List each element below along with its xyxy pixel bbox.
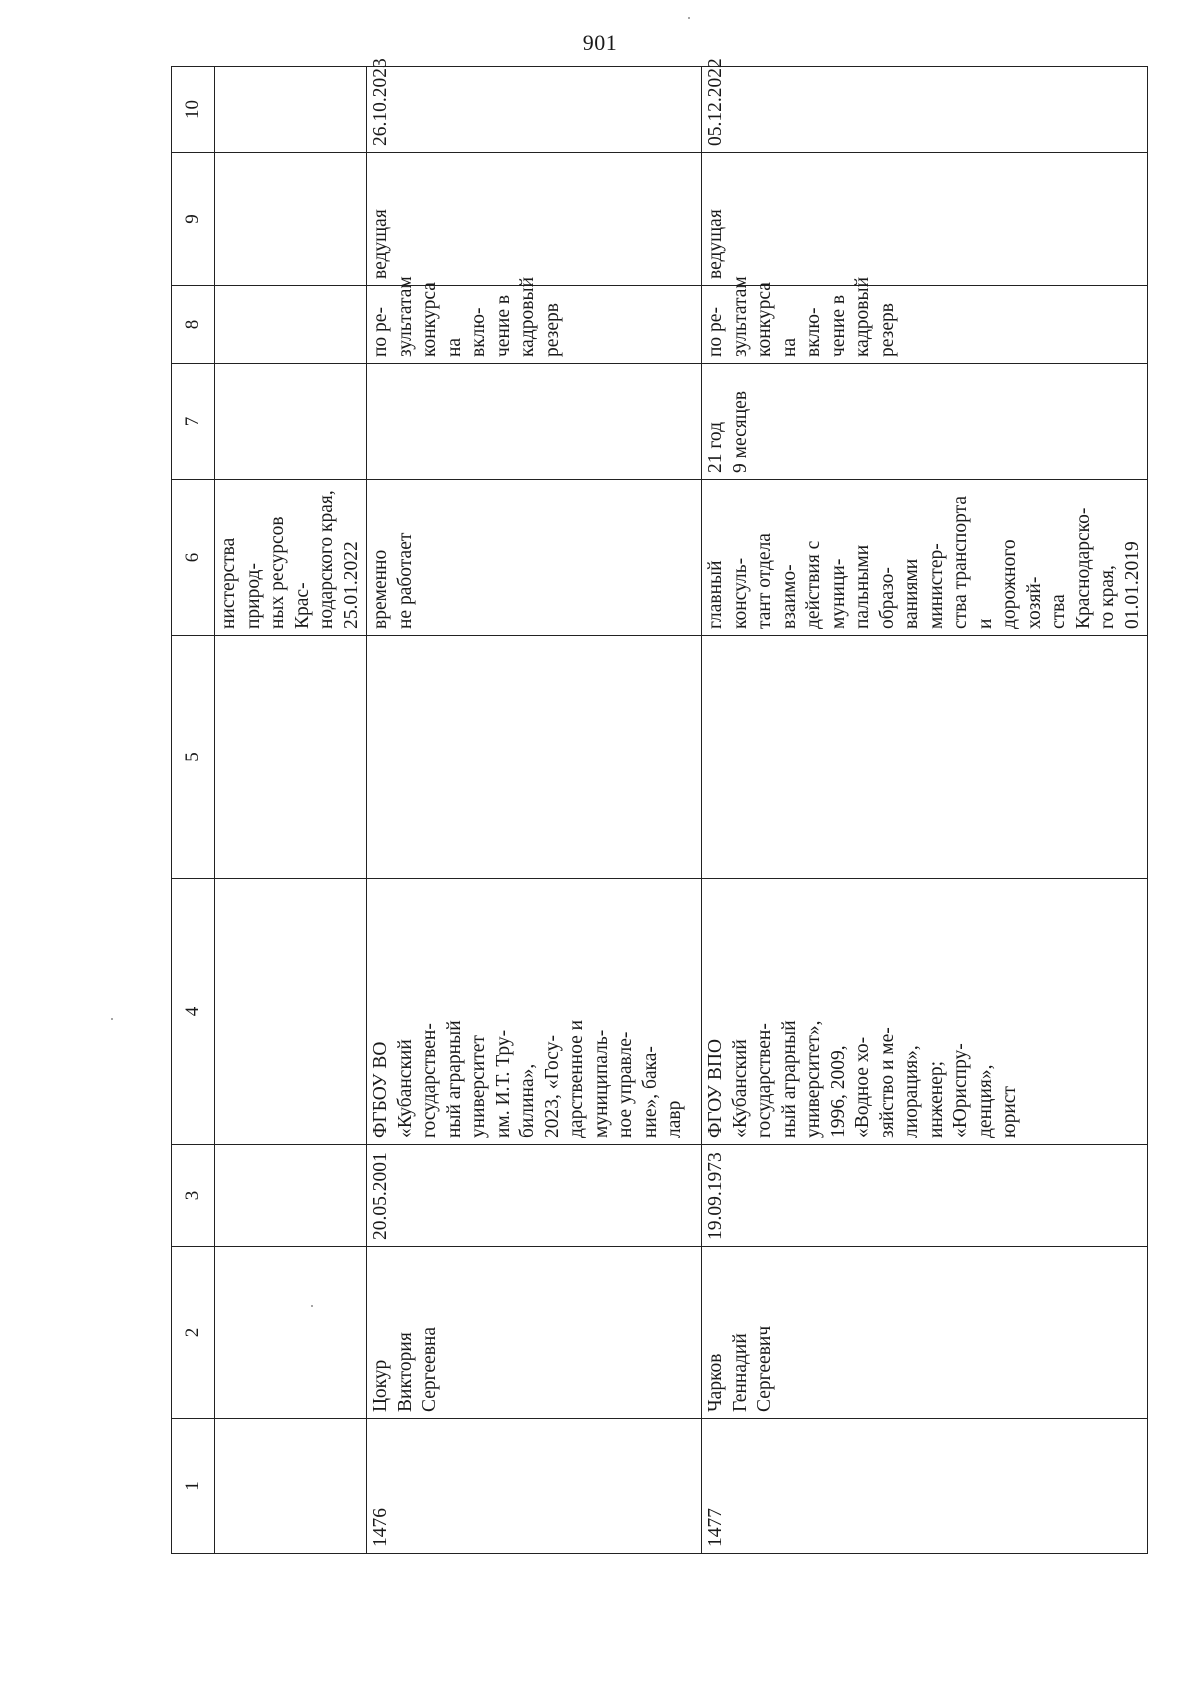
cell-education: ФГБОУ ВО «Кубанский государствен- ный аграрный университет им. И.Т. Тру- билина», 2023, «Госу- дарственное и муниципаль- ное управле- ние», бака- лавр	[367, 879, 702, 1145]
column-number: 1	[172, 1419, 215, 1554]
cell-position-group: ведущая	[702, 153, 1148, 286]
cell-current-position: временно не работает	[367, 480, 702, 636]
cell-index: 1477	[702, 1419, 1148, 1554]
table-row-continuation	[215, 67, 367, 1554]
page-number: 901	[582, 30, 618, 55]
column-number: 9	[172, 153, 215, 286]
column-number: 6	[172, 480, 215, 636]
cell-inclusion-basis	[215, 286, 367, 364]
cell-inclusion-date	[215, 67, 367, 153]
cell-position-group: ведущая	[367, 153, 702, 286]
cell-index: 1476	[367, 1419, 702, 1554]
cell-birth-date	[215, 1145, 367, 1247]
cell-service-length	[367, 364, 702, 480]
cell-position-group	[215, 153, 367, 286]
cell-inclusion-date: 05.12.2022	[702, 67, 1148, 153]
cell-inclusion-date: 26.10.2023	[367, 67, 702, 153]
register-table-frame	[171, 58, 1143, 1554]
cell-full-name	[215, 1247, 367, 1419]
cell-column-5	[367, 636, 702, 879]
cell-education: ФГОУ ВПО «Кубанский государствен- ный аграрный университет», 1996, 2009, «Водное хо- зяйство и ме- лиорация», инженер; «Юриспру- денция», юрист	[702, 879, 1148, 1145]
column-number: 2	[172, 1247, 215, 1419]
column-number: 5	[172, 636, 215, 879]
table-row-1477	[702, 67, 1148, 1554]
cell-service-length	[215, 364, 367, 480]
cell-column-5	[215, 636, 367, 879]
cell-index	[215, 1419, 367, 1554]
cell-education	[215, 879, 367, 1145]
cell-column-5	[702, 636, 1148, 879]
cell-inclusion-basis: по ре- зультатам конкурса на вклю- чение в кадровый резерв	[367, 286, 702, 364]
scan-speck	[688, 17, 690, 19]
cell-full-name: Цокур Виктория Сергеевна	[367, 1247, 702, 1419]
cell-current-position: главный консуль- тант отдела взаимо- действия с муници- пальными образо- ваниями министер- ства транспорта и дорожного хозяй- ства Краснодарско- го края, 01.01.2019	[702, 480, 1148, 636]
cell-inclusion-basis: по ре- зультатам конкурса на вклю- чение в кадровый резерв	[702, 286, 1148, 364]
table-row-1476	[367, 67, 702, 1554]
cell-birth-date: 20.05.2001	[367, 1145, 702, 1247]
column-number-row	[172, 67, 215, 1554]
rotated-table-container	[171, 58, 1143, 1554]
cell-full-name: Чарков Геннадий Сергеевич	[702, 1247, 1148, 1419]
column-number: 8	[172, 286, 215, 364]
cell-current-position: нистерства природ- ных ресурсов Крас- нодарского края, 25.01.2022	[215, 480, 367, 636]
column-number: 4	[172, 879, 215, 1145]
cell-birth-date: 19.09.1973	[702, 1145, 1148, 1247]
column-number: 7	[172, 364, 215, 480]
scan-speck	[111, 1018, 113, 1020]
column-number: 3	[172, 1145, 215, 1247]
cell-service-length: 21 год 9 месяцев	[702, 364, 1148, 480]
column-number: 10	[172, 67, 215, 153]
personnel-reserve-table	[171, 58, 1148, 1554]
